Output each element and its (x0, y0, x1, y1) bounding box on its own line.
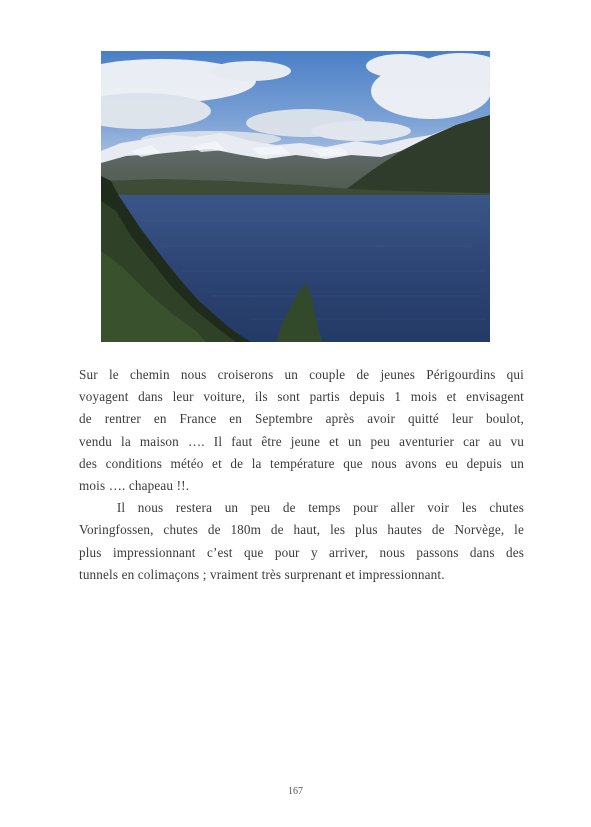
text-line: Sur le chemin nous croiserons un couple de jeunes Périgourdins qui (79, 367, 524, 382)
text-line: des conditions météo et de la température que nous avons eu depuis un (79, 455, 524, 471)
body-text (79, 364, 524, 586)
text-line: voyagent dans leur voiture, ils sont partis depuis 1 mois et envisagent (79, 389, 524, 405)
text-line: Voringfossen, chutes de 180m de haut, les plus hautes de Norvège, le (79, 522, 524, 538)
paragraph (79, 497, 524, 586)
text-line: de rentrer en France en Septembre après avoir quitté leur boulot, (79, 411, 524, 427)
page-number: 167 (288, 786, 303, 797)
text-line: tunnels en colimaçons ; vraiment très surprenant et impressionnant. (79, 566, 445, 582)
text-line: vendu la maison …. Il faut être jeune et un peu aventurier car au vu (79, 433, 524, 449)
text-line: plus impressionnant c’est que pour y arriver, nous passons dans des (79, 544, 524, 560)
text-line: Il nous restera un peu de temps pour aller voir les chutes (79, 500, 524, 516)
fjord-photo (101, 51, 490, 342)
text-line: mois …. chapeau !!. (79, 477, 190, 493)
paragraph (79, 364, 524, 497)
